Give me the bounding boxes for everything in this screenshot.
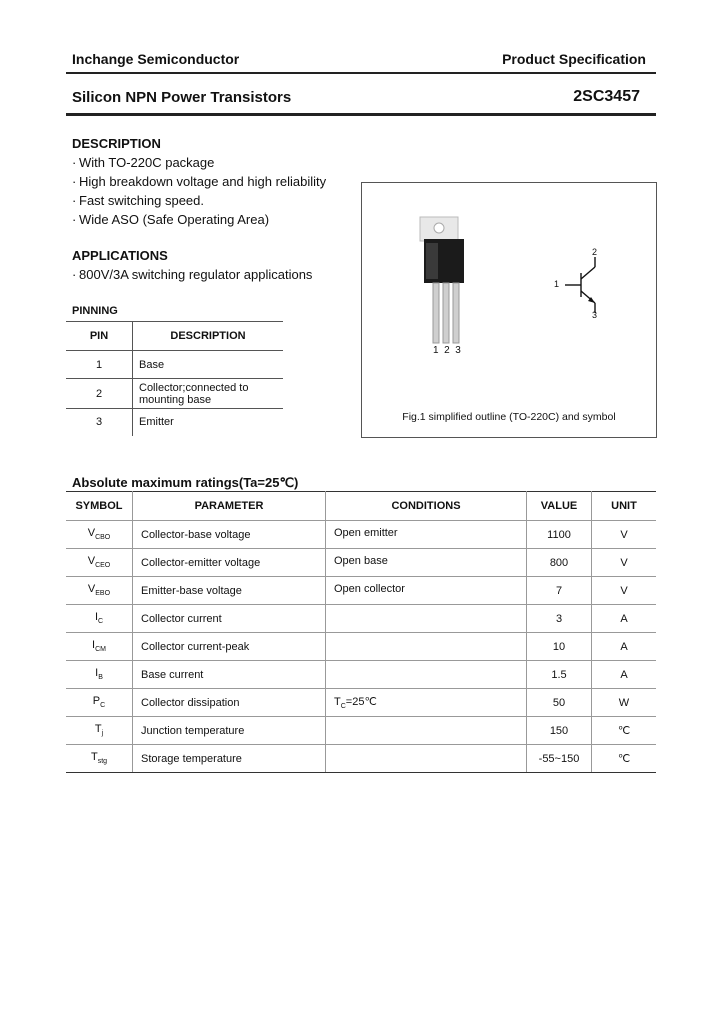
ratings-row <box>66 633 656 661</box>
unit-cell: A <box>592 633 657 661</box>
parameter-cell: Collector current <box>133 605 326 633</box>
ratings-header-value: VALUE <box>527 492 592 521</box>
ratings-row <box>66 661 656 689</box>
symbol-cell: $V_{CEO}$ <box>66 549 133 577</box>
pin-description-header: DESCRIPTION <box>170 330 246 342</box>
doc-type: Product Specification <box>502 51 646 67</box>
unit-cell: W <box>592 689 657 717</box>
ratings-header-conditions: CONDITIONS <box>326 492 527 521</box>
value-cell: 1100 <box>527 521 592 549</box>
application-item: · 800V/3A switching regulator applications <box>72 267 313 282</box>
conditions-cell: Open base <box>326 549 527 577</box>
conditions-cell <box>326 661 527 689</box>
pin-description: Base <box>139 358 165 371</box>
conditions-cell: Open emitter <box>326 521 527 549</box>
value-cell: 3 <box>527 605 592 633</box>
conditions-cell <box>326 717 527 745</box>
description-title: DESCRIPTION <box>72 136 161 151</box>
pin-number: 2 <box>66 379 133 409</box>
applications-title: APPLICATIONS <box>72 248 168 263</box>
title-rule <box>66 113 656 116</box>
to220-package-image <box>362 183 656 437</box>
pinning-table <box>66 321 283 436</box>
parameter-cell: Storage temperature <box>133 745 326 773</box>
symbol-cell: $I_B$ <box>66 661 133 689</box>
ratings-row <box>66 717 656 745</box>
value-cell: 150 <box>527 717 592 745</box>
symbol-pin-label: 1 <box>554 279 560 289</box>
ratings-row <box>66 605 656 633</box>
value-cell: 800 <box>527 549 592 577</box>
symbol-cell: $I_C$ <box>66 605 133 633</box>
symbol-cell: $P_C$ <box>66 689 133 717</box>
conditions-cell <box>326 633 527 661</box>
ratings-row <box>66 521 656 549</box>
conditions-cell <box>326 745 527 773</box>
ratings-header-parameter: PARAMETER <box>133 492 326 521</box>
part-number: 2SC3457 <box>573 88 640 105</box>
parameter-cell: Collector-base voltage <box>133 521 326 549</box>
figure-box <box>361 182 657 438</box>
ratings-header-unit: UNIT <box>592 492 657 521</box>
unit-cell: V <box>592 577 657 605</box>
figure-caption: Fig.1 simplified outline (TO-220C) and symbol <box>402 411 616 423</box>
unit-cell: V <box>592 521 657 549</box>
description-item: · Wide ASO (Safe Operating Area) <box>72 212 270 227</box>
ratings-row <box>66 549 656 577</box>
unit-cell: A <box>592 605 657 633</box>
ratings-table <box>66 491 656 773</box>
symbol-cell: $I_{CM}$ <box>66 633 133 661</box>
symbol-cell: $T_{stg}$ <box>66 745 133 773</box>
description-item: · Fast switching speed. <box>72 193 205 208</box>
description-item: · High breakdown voltage and high reliability <box>72 174 327 189</box>
pin-description: Emitter <box>139 416 174 429</box>
unit-cell: ℃ <box>592 717 657 745</box>
parameter-cell: Collector-emitter voltage <box>133 549 326 577</box>
header-rule <box>66 72 656 74</box>
parameter-cell: Emitter-base voltage <box>133 577 326 605</box>
unit-cell: A <box>592 661 657 689</box>
ratings-title: Absolute maximum ratings(Ta=25℃) <box>72 475 299 490</box>
ratings-header-symbol: SYMBOL <box>75 500 123 512</box>
symbol-cell: $V_{CBO}$ <box>66 521 133 549</box>
pin-number: 3 <box>66 409 133 436</box>
unit-cell: ℃ <box>592 745 657 773</box>
symbol-pin-label: 2 <box>592 247 598 257</box>
pinning-title: PINNING <box>72 305 118 317</box>
value-cell: -55~150 <box>527 745 592 773</box>
description-item: · With TO-220C package <box>72 155 215 170</box>
parameter-cell: Collector current-peak <box>133 633 326 661</box>
ratings-row <box>66 745 656 773</box>
parameter-cell: Junction temperature <box>133 717 326 745</box>
parameter-cell: Base current <box>133 661 326 689</box>
product-line: Silicon NPN Power Transistors <box>72 89 292 106</box>
value-cell: 10 <box>527 633 592 661</box>
conditions-cell <box>326 605 527 633</box>
value-cell: 1.5 <box>527 661 592 689</box>
ratings-row <box>66 689 656 717</box>
pin-header: PIN <box>66 322 133 351</box>
symbol-cell: $V_{EBO}$ <box>66 577 133 605</box>
ratings-row <box>66 577 656 605</box>
symbol-cell: $T_j$ <box>66 717 133 745</box>
package-pin-labels: 1 2 3 <box>433 345 461 356</box>
value-cell: 7 <box>527 577 592 605</box>
pin-number: 1 <box>66 351 133 379</box>
symbol-pin-label: 3 <box>592 310 598 320</box>
npn-symbol <box>565 257 595 313</box>
conditions-cell: $T_C=25℃$ <box>326 689 527 717</box>
pin-description: Collector;connected to mounting base <box>139 381 249 406</box>
conditions-cell: Open collector <box>326 577 527 605</box>
parameter-cell: Collector dissipation <box>133 689 326 717</box>
company-name: Inchange Semiconductor <box>72 51 240 67</box>
value-cell: 50 <box>527 689 592 717</box>
unit-cell: V <box>592 549 657 577</box>
